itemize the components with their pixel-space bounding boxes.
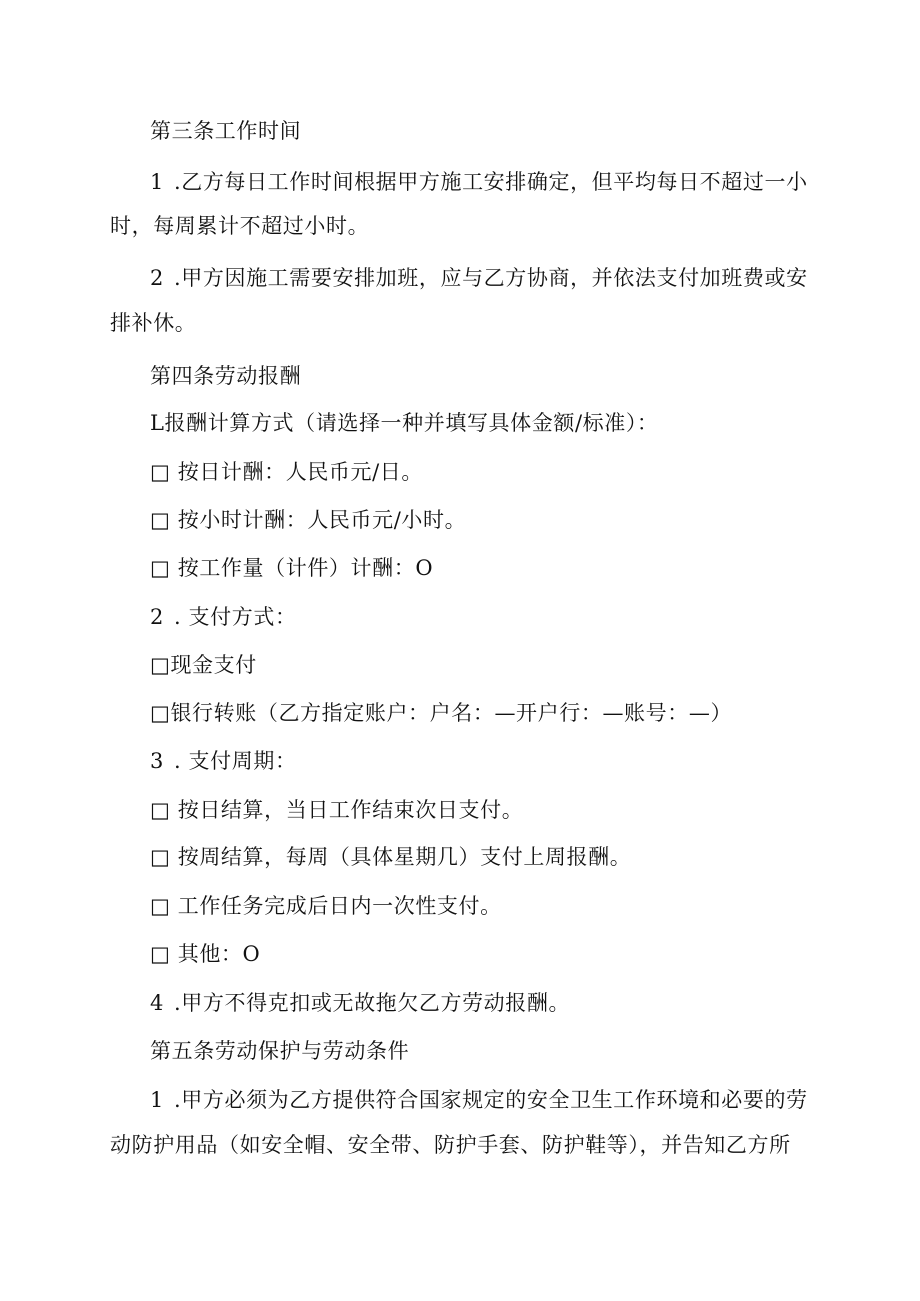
option-hourly-pay: □ 按小时计酬：人民币元/小时。: [150, 508, 467, 532]
item-text: . 支付周期：: [174, 749, 297, 773]
item-number: 1: [150, 170, 164, 194]
article5-heading: 第五条劳动保护与劳动条件: [150, 1039, 410, 1063]
article4-item2: [150, 603, 297, 631]
item-number: 3: [150, 749, 164, 773]
article4-item3: [150, 747, 297, 775]
option-task-settlement: □ 工作任务完成后日内一次性支付。: [150, 894, 502, 918]
option-piece-pay: □ 按工作量（计件）计酬：O: [150, 556, 434, 580]
article5-item1: [150, 1086, 808, 1114]
article3-item2-continued: 排补休。: [110, 311, 197, 335]
article5-item1-continued: 动防护用品（如安全帽、安全带、防护手套、防护鞋等），并告知乙方所: [110, 1133, 791, 1157]
option-bank-transfer: □银行转账（乙方指定账户：户名：—开户行：—账号：—）: [150, 701, 733, 725]
item-number: 1: [150, 1088, 164, 1112]
article3-heading: 第三条工作时间: [150, 119, 302, 143]
item-number: 4: [150, 991, 164, 1015]
article3-item1-continued: 时，每周累计不超过小时。: [110, 214, 370, 238]
item-text: .乙方每日工作时间根据甲方施工安排确定，但平均每日不超过一小: [174, 170, 808, 194]
item-text: .甲方必须为乙方提供符合国家规定的安全卫生工作环境和必要的劳: [174, 1088, 808, 1112]
item-number: 2: [150, 605, 164, 629]
article4-item1: L报酬计算方式（请选择一种并填写具体金额/标准）：: [150, 411, 659, 435]
item-text: .甲方不得克扣或无故拖欠乙方劳动报酬。: [174, 991, 571, 1015]
option-other: □ 其他：O: [150, 942, 261, 966]
article4-heading: 第四条劳动报酬: [150, 364, 302, 388]
option-weekly-settlement: □ 按周结算，每周（具体星期几）支付上周报酬。: [150, 845, 632, 869]
article3-item1: [150, 168, 808, 196]
option-daily-pay: □ 按日计酬：人民币元/日。: [150, 460, 423, 484]
option-cash-payment: □现金支付: [150, 653, 257, 677]
article3-item2: [150, 264, 808, 292]
item-text: .甲方因施工需要安排加班，应与乙方协商，并依法支付加班费或安: [174, 266, 808, 290]
item-text: . 支付方式：: [174, 605, 297, 629]
option-daily-settlement: □ 按日结算，当日工作结束次日支付。: [150, 798, 524, 822]
article4-item4: [150, 989, 570, 1017]
item-number: 2: [150, 266, 164, 290]
